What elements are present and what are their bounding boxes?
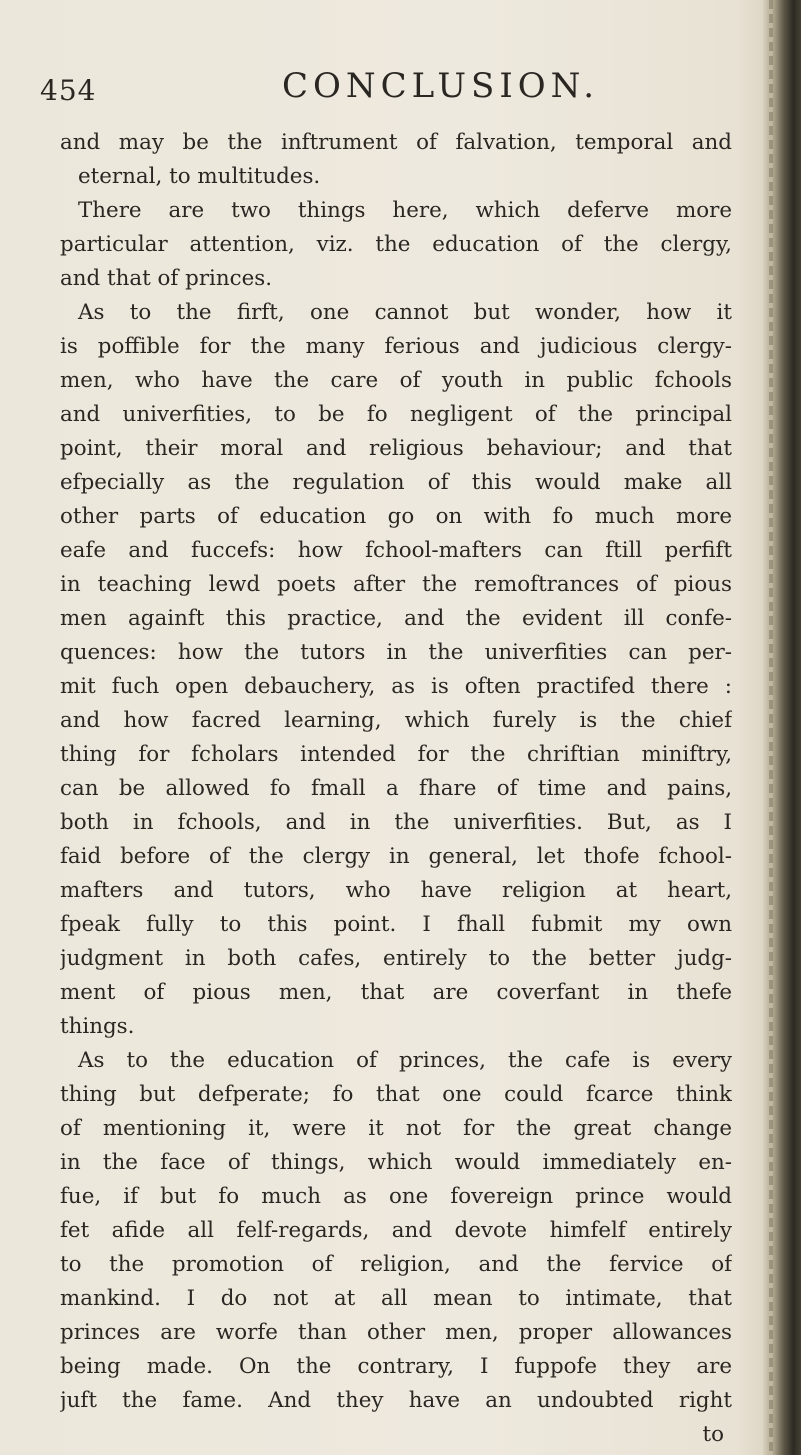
text-line: in the face of things, which would immediately en-: [60, 1150, 732, 1175]
text-line: mafters and tutors, who have religion at heart,: [60, 878, 732, 903]
text-line: fue, if but fo much as one fovereign prince would: [60, 1184, 732, 1209]
text-line: eafe and fuccefs: how fchool-mafters can ftill perfift: [60, 538, 732, 563]
text-line: things.: [60, 1014, 135, 1039]
text-line: mit fuch open debauchery, as is often practifed there :: [60, 674, 732, 699]
text-line: There are two things here, which deferve more: [78, 198, 732, 223]
text-line: eternal, to multitudes.: [78, 164, 321, 189]
page-number: 454: [40, 74, 97, 107]
text-line: ment of pious men, that are coverfant in thefe: [60, 980, 732, 1005]
text-line: faid before of the clergy in general, let thofe fchool-: [60, 844, 732, 869]
text-line: thing for fcholars intended for the chriftian miniftry,: [60, 742, 732, 767]
text-line: quences: how the tutors in the univerfities can per-: [60, 640, 732, 665]
text-line: princes are worfe than other men, proper allowances: [60, 1320, 732, 1345]
text-line: As to the education of princes, the cafe is every: [78, 1048, 732, 1073]
text-line: men, who have the care of youth in public fchools: [60, 368, 732, 393]
text-line: judgment in both cafes, entirely to the better judg-: [60, 946, 732, 971]
text-line: and how facred learning, which furely is the chief: [60, 708, 732, 733]
text-line: in teaching lewd poets after the remoftrances of pious: [60, 572, 732, 597]
text-line: is poffible for the many ferious and judicious clergy-: [60, 334, 732, 359]
text-line: As to the firft, one cannot but wonder, how it: [78, 300, 732, 325]
page-header: [40, 66, 740, 110]
text-line: fpeak fully to this point. I fhall fubmit my own: [60, 912, 732, 937]
page-edge-shadow: [763, 0, 801, 1455]
text-line: and univerfities, to be fo negligent of the principal: [60, 402, 732, 427]
text-line: to the promotion of religion, and the fervice of: [60, 1252, 732, 1277]
text-line: fet afide all felf-regards, and devote himfelf entirely: [60, 1218, 732, 1243]
text-line: can be allowed fo fmall a fhare of time and pains,: [60, 776, 732, 801]
text-line: particular attention, viz. the education of the clergy,: [60, 232, 732, 257]
catchword: to: [702, 1422, 724, 1447]
text-line: efpecially as the regulation of this would make all: [60, 470, 732, 495]
text-line: mankind. I do not at all mean to intimate, that: [60, 1286, 732, 1311]
text-line: men againft this practice, and the evident ill confe-: [60, 606, 732, 631]
body-text: [60, 126, 732, 1452]
text-line: both in fchools, and in the univerfities. But, as I: [60, 810, 732, 835]
text-line: and may be the inftrument of falvation, temporal and: [60, 130, 732, 155]
running-head: CONCLUSION.: [282, 66, 600, 106]
text-line: being made. On the contrary, I fuppofe they are: [60, 1354, 732, 1379]
text-line: of mentioning it, were it not for the great change: [60, 1116, 732, 1141]
text-line: juft the fame. And they have an undoubted right: [60, 1388, 732, 1413]
text-line: and that of princes.: [60, 266, 273, 291]
text-line: thing but defperate; fo that one could fcarce think: [60, 1082, 732, 1107]
text-line: point, their moral and religious behaviour; and that: [60, 436, 732, 461]
text-line: other parts of education go on with fo much more: [60, 504, 732, 529]
